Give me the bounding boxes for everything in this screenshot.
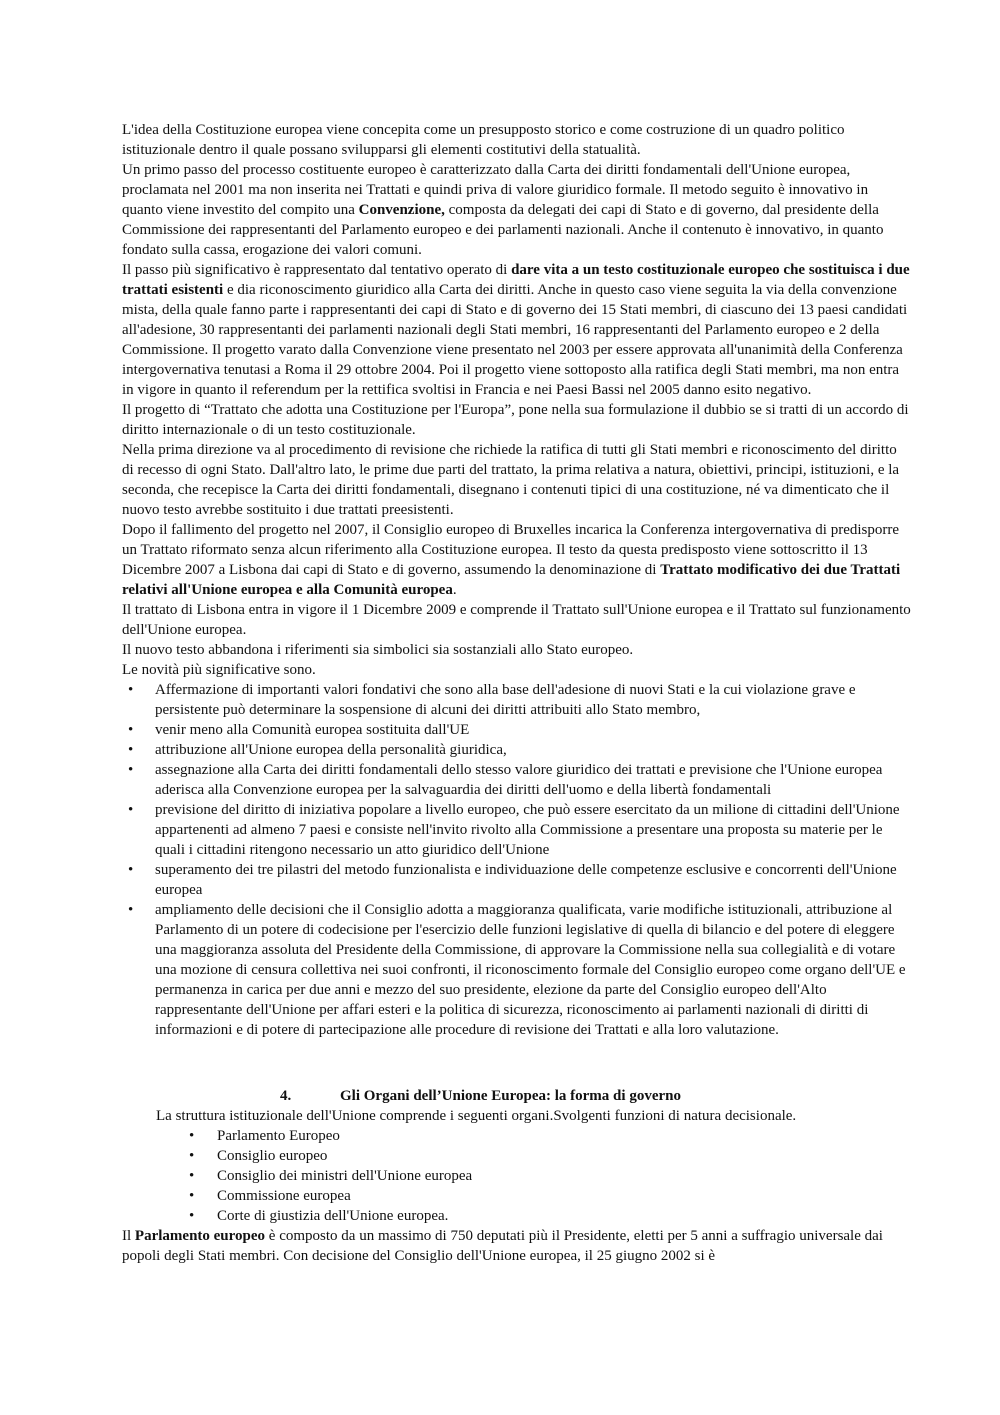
text-run: Il: [122, 1228, 135, 1244]
section-intro: La struttura istituzionale dell'Unione comprende i seguenti organi.Svolgenti funzioni di natura decisionale.: [156, 1108, 797, 1124]
text-run: Il nuovo testo abbandona i riferimenti sia simbolici sia sostanziali allo Stato europeo.: [122, 642, 634, 658]
novelty-item: • superamento dei tre pilastri del metodo funzionalista e individuazione delle competenze esclusive e concorrenti dell'Unione europea: [122, 860, 912, 900]
bold-text: dare vita a un testo costituzionale europeo che sostituisca i due trattati esistenti: [122, 262, 910, 298]
paragraph: [122, 640, 912, 660]
paragraph: [122, 400, 912, 440]
text-run: Il passo più significativo è rappresentato dal tentativo operato di: [122, 262, 512, 278]
text-run: composta da delegati dei capi di Stato e di governo, dal presidente della Commissione dei rappresentanti del Parlamento europeo e dei parlamenti nazionali. Anche il contenuto è innovativo, in quanto fondato sulla cassa, erogazione dei valori comuni.: [122, 202, 884, 258]
paragraph: [122, 440, 912, 520]
bold-text: Parlamento europeo: [134, 1228, 266, 1244]
document-page: [122, 120, 912, 1266]
text-run: L'idea della Costituzione europea viene concepita come un presupposto storico e come costruzione di un quadro politico istituzionale dentro il quale possano svilupparsi gli elementi costitutivi della statualità.: [122, 122, 845, 158]
paragraph: [122, 600, 912, 640]
bold-text: Trattato modificativo dei due Trattati relativi all'Unione europea e alla Comunità europea: [122, 562, 901, 598]
paragraph: [122, 160, 912, 260]
paragraph: [122, 660, 912, 680]
text-run: Dopo il fallimento del progetto nel 2007, il Consiglio europeo di Bruxelles incarica la Conferenza intergovernativa di predisporre un Trattato riformato senza alcun riferimento alla Costituzione europea. Il testo da questa predisposto viene sottoscritto il 13 Dicembre 2007 a Lisbona dai capi di Stato e di governo, assumendo la denominazione di: [122, 522, 900, 578]
text-run: Nella prima direzione va al procedimento di revisione che richiede la ratifica di tutti gli Stati membri e riconoscimento del diritto di recesso di ogni Stato. Dall'altro lato, le prime due parti del trattato, la prima relativa a natura, obiettivi, principi, istituzioni, e la seconda, che recepisce la Carta dei diritti fondamentali, disegnano i contenuti tipici di una costituzione, né va dimenticato che il nuovo testo avrebbe sostituito i due trattati preesistenti.: [122, 442, 900, 518]
body-paragraphs: [122, 120, 912, 680]
section-number: 4.: [280, 1088, 292, 1104]
novelties-list: [122, 680, 912, 1040]
text-run: Il progetto di “Trattato che adotta una Costituzione per l'Europa”, pone nella sua formulazione il dubbio se si tratti di un accordo di diritto internazionale o di un testo costituzionale.: [122, 402, 909, 438]
section-title: Gli Organi dell’Unione Europea: la forma di governo: [340, 1088, 681, 1104]
novelty-item: • venir meno alla Comunità europea sostituita dall'UE: [122, 720, 912, 740]
paragraph: [122, 120, 912, 160]
bold-text: Convenzione,: [358, 202, 445, 218]
section-heading: [122, 1086, 912, 1106]
organ-item: • Corte di giustizia dell'Unione europea.: [122, 1206, 912, 1226]
text-run: .: [452, 582, 457, 598]
paragraph: [122, 520, 912, 600]
text-run: Le novità più significative sono.: [122, 662, 316, 678]
text-run: Il trattato di Lisbona entra in vigore il 1 Dicembre 2009 e comprende il Trattato sull'Unione europea e il Trattato sul funzionamento dell'Unione europea.: [122, 602, 911, 638]
novelty-item: • attribuzione all'Unione europea della personalità giuridica,: [122, 740, 912, 760]
closing-paragraph: [122, 1226, 912, 1266]
organ-item: • Consiglio dei ministri dell'Unione europea: [122, 1166, 912, 1186]
text-run: e dia riconoscimento giuridico alla Carta dei diritti. Anche in questo caso viene seguita la via della convenzione mista, della quale fanno parte i rappresentanti dei capi di Stato e di governo dei 15 Stati membri, di ciascuno dei 13 paesi candidati all'adesione, 30 rappresentanti dei parlamenti nazionali degli Stati membri, 16 rappresentanti del Parlamento europeo e 2 della Commissione. Il progetto varato dalla Convenzione viene presentato nel 2003 per essere approvata all'unanimità della Conferenza intergovernativa tenutasi a Roma il 29 ottobre 2004. Poi il progetto viene sottoposto alla ratifica degli Stati membri, ma non entra in vigore in quanto il referendum per la rettifica svoltisi in Francia e nei Paesi Bassi nel 2005 danno esito negativo.: [122, 282, 908, 398]
organ-item: • Consiglio europeo: [122, 1146, 912, 1166]
paragraph: [122, 260, 912, 400]
organ-item: • Parlamento Europeo: [122, 1126, 912, 1146]
organs-list: [122, 1126, 912, 1226]
novelty-item: • ampliamento delle decisioni che il Consiglio adotta a maggioranza qualificata, varie modifiche istituzionali, attribuzione al Parlamento di un potere di codecisione per l'esercizio delle funzioni legislative di quella di bilancio e del potere di eleggere una maggioranza assoluta del Presidente della Commissione, di approvare la Commissione nella sua collegialità e di votare una mozione di censura collettiva nei suoi confronti, il riconoscimento formale del Consiglio europeo come organo dell'UE e permanenza in carica per due anni e mezzo del suo presidente, elezione da parte del Consiglio europeo dell'Alto rappresentante dell'Unione per affari esteri e la politica di sicurezza, riconoscimento ai parlamenti nazionali di diritti di informazioni e di potere di partecipazione alle procedure di revisione dei Trattati e alla loro valutazione.: [122, 900, 912, 1040]
novelty-item: • Affermazione di importanti valori fondativi che sono alla base dell'adesione di nuovi Stati e la cui violazione grave e persistente può determinare la sospensione di alcuni dei diritti attribuiti allo Stato membro,: [122, 680, 912, 720]
novelty-item: • previsione del diritto di iniziativa popolare a livello europeo, che può essere esercitato da un milione di cittadini dell'Unione appartenenti ad almeno 7 paesi e consiste nell'invito rivolto alla Commissione a presentare una proposta su materie per le quali i cittadini ritengono necessario un atto giuridico dell'Unione: [122, 800, 912, 860]
novelty-item: • assegnazione alla Carta dei diritti fondamentali dello stesso valore giuridico dei trattati e previsione che l'Unione europea aderisca alla Convenzione europea per la salvaguardia dei diritti dell'uomo e della libertà fondamentali: [122, 760, 912, 800]
text-run: Un primo passo del processo costituente europeo è caratterizzato dalla Carta dei diritti fondamentali dell'Unione europea, proclamata nel 2001 ma non inserita nei Trattati e quindi priva di valore giuridico formale. Il metodo seguito è innovativo in quanto viene investito del compito una: [122, 162, 869, 218]
organ-item: • Commissione europea: [122, 1186, 912, 1206]
text-run: è composto da un massimo di 750 deputati più il Presidente, eletti per 5 anni a suffragio universale dai popoli degli Stati membri. Con decisione del Consiglio dell'Unione europea, il 25 giugno 2002 si è: [122, 1228, 883, 1264]
